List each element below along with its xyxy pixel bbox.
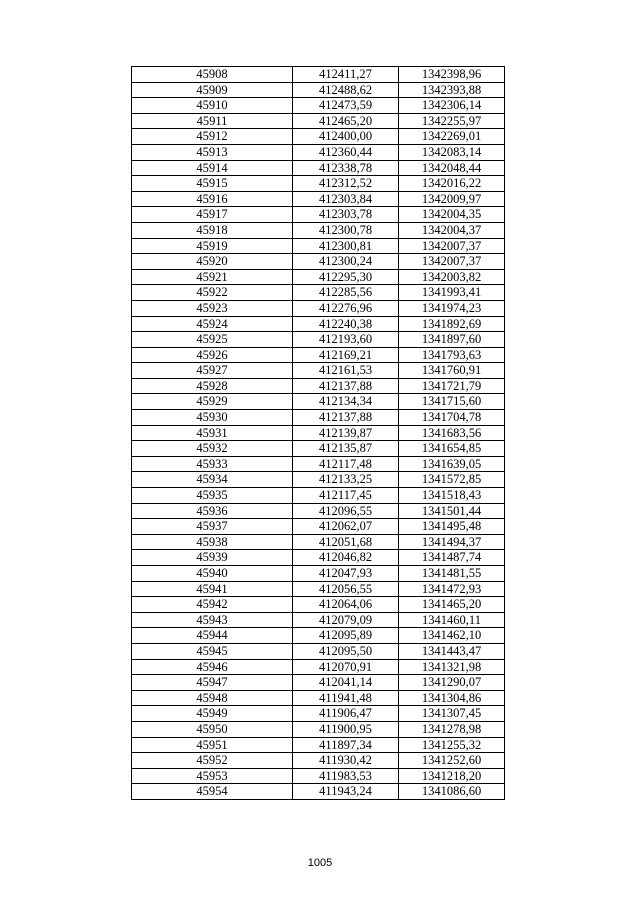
point-number-cell: 45909: [132, 82, 293, 98]
table-row: [132, 519, 505, 535]
x-coordinate-cell: 412135,87: [293, 441, 399, 457]
table-row: [132, 316, 505, 332]
y-coordinate-cell: 1342083,14: [399, 144, 505, 160]
table-row: [132, 534, 505, 550]
point-number-cell: 45947: [132, 675, 293, 691]
point-number-cell: 45910: [132, 98, 293, 114]
x-coordinate-cell: 412300,81: [293, 238, 399, 254]
x-coordinate-cell: 411930,42: [293, 753, 399, 769]
table-row: [132, 300, 505, 316]
y-coordinate-cell: 1341307,45: [399, 706, 505, 722]
point-number-cell: 45917: [132, 207, 293, 223]
y-coordinate-cell: 1341494,37: [399, 534, 505, 550]
table-row: [132, 98, 505, 114]
y-coordinate-cell: 1342009,97: [399, 191, 505, 207]
point-number-cell: 45940: [132, 566, 293, 582]
table-row: [132, 378, 505, 394]
point-number-cell: 45934: [132, 472, 293, 488]
table-row: [132, 269, 505, 285]
table-row: [132, 67, 505, 83]
point-number-cell: 45930: [132, 410, 293, 426]
point-number-cell: 45952: [132, 753, 293, 769]
point-number-cell: 45944: [132, 628, 293, 644]
point-number-cell: 45942: [132, 597, 293, 613]
coordinates-table-body: [132, 67, 505, 800]
y-coordinate-cell: 1341290,07: [399, 675, 505, 691]
table-row: [132, 628, 505, 644]
point-number-cell: 45936: [132, 503, 293, 519]
y-coordinate-cell: 1341892,69: [399, 316, 505, 332]
x-coordinate-cell: 412079,09: [293, 612, 399, 628]
x-coordinate-cell: 412134,34: [293, 394, 399, 410]
point-number-cell: 45931: [132, 425, 293, 441]
x-coordinate-cell: 412300,78: [293, 222, 399, 238]
y-coordinate-cell: 1342003,82: [399, 269, 505, 285]
y-coordinate-cell: 1341721,79: [399, 378, 505, 394]
table-row: [132, 488, 505, 504]
y-coordinate-cell: 1341993,41: [399, 285, 505, 301]
table-row: [132, 597, 505, 613]
y-coordinate-cell: 1341654,85: [399, 441, 505, 457]
point-number-cell: 45943: [132, 612, 293, 628]
y-coordinate-cell: 1341793,63: [399, 347, 505, 363]
table-row: [132, 768, 505, 784]
point-number-cell: 45926: [132, 347, 293, 363]
x-coordinate-cell: 411900,95: [293, 721, 399, 737]
point-number-cell: 45918: [132, 222, 293, 238]
x-coordinate-cell: 412046,82: [293, 550, 399, 566]
y-coordinate-cell: 1342004,37: [399, 222, 505, 238]
x-coordinate-cell: 412312,52: [293, 176, 399, 192]
point-number-cell: 45948: [132, 690, 293, 706]
x-coordinate-cell: 412193,60: [293, 332, 399, 348]
table-row: [132, 472, 505, 488]
point-number-cell: 45914: [132, 160, 293, 176]
table-row: [132, 550, 505, 566]
y-coordinate-cell: 1341278,98: [399, 721, 505, 737]
x-coordinate-cell: 412161,53: [293, 363, 399, 379]
table-row: [132, 144, 505, 160]
x-coordinate-cell: 411941,48: [293, 690, 399, 706]
x-coordinate-cell: 412295,30: [293, 269, 399, 285]
x-coordinate-cell: 412041,14: [293, 675, 399, 691]
x-coordinate-cell: 412465,20: [293, 113, 399, 129]
table-row: [132, 222, 505, 238]
table-row: [132, 207, 505, 223]
y-coordinate-cell: 1342048,44: [399, 160, 505, 176]
y-coordinate-cell: 1341086,60: [399, 784, 505, 800]
x-coordinate-cell: 412473,59: [293, 98, 399, 114]
x-coordinate-cell: 411897,34: [293, 737, 399, 753]
x-coordinate-cell: 412400,00: [293, 129, 399, 145]
point-number-cell: 45939: [132, 550, 293, 566]
y-coordinate-cell: 1341572,85: [399, 472, 505, 488]
point-number-cell: 45919: [132, 238, 293, 254]
table-row: [132, 425, 505, 441]
y-coordinate-cell: 1341715,60: [399, 394, 505, 410]
point-number-cell: 45954: [132, 784, 293, 800]
x-coordinate-cell: 412047,93: [293, 566, 399, 582]
point-number-cell: 45928: [132, 378, 293, 394]
point-number-cell: 45911: [132, 113, 293, 129]
point-number-cell: 45933: [132, 456, 293, 472]
point-number-cell: 45927: [132, 363, 293, 379]
table-row: [132, 566, 505, 582]
point-number-cell: 45953: [132, 768, 293, 784]
table-row: [132, 254, 505, 270]
table-row: [132, 82, 505, 98]
x-coordinate-cell: 412096,55: [293, 503, 399, 519]
point-number-cell: 45937: [132, 519, 293, 535]
y-coordinate-cell: 1342007,37: [399, 254, 505, 270]
table-row: [132, 238, 505, 254]
table-row: [132, 347, 505, 363]
table-row: [132, 332, 505, 348]
x-coordinate-cell: 412276,96: [293, 300, 399, 316]
x-coordinate-cell: 412139,87: [293, 425, 399, 441]
point-number-cell: 45920: [132, 254, 293, 270]
point-number-cell: 45949: [132, 706, 293, 722]
table-row: [132, 612, 505, 628]
y-coordinate-cell: 1341481,55: [399, 566, 505, 582]
x-coordinate-cell: 411906,47: [293, 706, 399, 722]
x-coordinate-cell: 412240,38: [293, 316, 399, 332]
x-coordinate-cell: 412137,88: [293, 378, 399, 394]
y-coordinate-cell: 1341255,32: [399, 737, 505, 753]
x-coordinate-cell: 412095,89: [293, 628, 399, 644]
y-coordinate-cell: 1341974,23: [399, 300, 505, 316]
y-coordinate-cell: 1341501,44: [399, 503, 505, 519]
table-row: [132, 721, 505, 737]
x-coordinate-cell: 412411,27: [293, 67, 399, 83]
y-coordinate-cell: 1341472,93: [399, 581, 505, 597]
x-coordinate-cell: 412137,88: [293, 410, 399, 426]
point-number-cell: 45932: [132, 441, 293, 457]
point-number-cell: 45916: [132, 191, 293, 207]
point-number-cell: 45950: [132, 721, 293, 737]
x-coordinate-cell: 412488,62: [293, 82, 399, 98]
table-row: [132, 456, 505, 472]
table-row: [132, 191, 505, 207]
x-coordinate-cell: 412303,78: [293, 207, 399, 223]
point-number-cell: 45913: [132, 144, 293, 160]
x-coordinate-cell: 412070,91: [293, 659, 399, 675]
table-row: [132, 737, 505, 753]
y-coordinate-cell: 1341487,74: [399, 550, 505, 566]
table-row: [132, 784, 505, 800]
point-number-cell: 45929: [132, 394, 293, 410]
x-coordinate-cell: 412117,45: [293, 488, 399, 504]
point-number-cell: 45941: [132, 581, 293, 597]
x-coordinate-cell: 412056,55: [293, 581, 399, 597]
table-row: [132, 285, 505, 301]
y-coordinate-cell: 1342306,14: [399, 98, 505, 114]
point-number-cell: 45945: [132, 643, 293, 659]
y-coordinate-cell: 1341639,05: [399, 456, 505, 472]
x-coordinate-cell: 412338,78: [293, 160, 399, 176]
table-row: [132, 706, 505, 722]
y-coordinate-cell: 1342269,01: [399, 129, 505, 145]
table-row: [132, 160, 505, 176]
y-coordinate-cell: 1341704,78: [399, 410, 505, 426]
point-number-cell: 45938: [132, 534, 293, 550]
y-coordinate-cell: 1341897,60: [399, 332, 505, 348]
table-row: [132, 690, 505, 706]
y-coordinate-cell: 1341304,86: [399, 690, 505, 706]
point-number-cell: 45951: [132, 737, 293, 753]
y-coordinate-cell: 1341495,48: [399, 519, 505, 535]
x-coordinate-cell: 412117,48: [293, 456, 399, 472]
y-coordinate-cell: 1342398,96: [399, 67, 505, 83]
coordinates-table: [131, 66, 505, 800]
table-row: [132, 176, 505, 192]
table-row: [132, 129, 505, 145]
point-number-cell: 45925: [132, 332, 293, 348]
point-number-cell: 45923: [132, 300, 293, 316]
x-coordinate-cell: 412064,06: [293, 597, 399, 613]
y-coordinate-cell: 1342255,97: [399, 113, 505, 129]
page-number: 1005: [307, 857, 333, 869]
point-number-cell: 45935: [132, 488, 293, 504]
table-row: [132, 659, 505, 675]
y-coordinate-cell: 1342393,88: [399, 82, 505, 98]
table-row: [132, 394, 505, 410]
y-coordinate-cell: 1342007,37: [399, 238, 505, 254]
table-row: [132, 643, 505, 659]
point-number-cell: 45908: [132, 67, 293, 83]
point-number-cell: 45924: [132, 316, 293, 332]
table-row: [132, 675, 505, 691]
table-row: [132, 363, 505, 379]
table-row: [132, 581, 505, 597]
table-row: [132, 503, 505, 519]
y-coordinate-cell: 1341465,20: [399, 597, 505, 613]
table-row: [132, 113, 505, 129]
x-coordinate-cell: 412051,68: [293, 534, 399, 550]
y-coordinate-cell: 1341460,11: [399, 612, 505, 628]
y-coordinate-cell: 1341443,47: [399, 643, 505, 659]
point-number-cell: 45946: [132, 659, 293, 675]
table-row: [132, 441, 505, 457]
y-coordinate-cell: 1342004,35: [399, 207, 505, 223]
y-coordinate-cell: 1341321,98: [399, 659, 505, 675]
point-number-cell: 45921: [132, 269, 293, 285]
x-coordinate-cell: 412095,50: [293, 643, 399, 659]
y-coordinate-cell: 1341252,60: [399, 753, 505, 769]
y-coordinate-cell: 1341760,91: [399, 363, 505, 379]
table-row: [132, 410, 505, 426]
point-number-cell: 45915: [132, 176, 293, 192]
x-coordinate-cell: 412133,25: [293, 472, 399, 488]
x-coordinate-cell: 411943,24: [293, 784, 399, 800]
x-coordinate-cell: 412285,56: [293, 285, 399, 301]
y-coordinate-cell: 1341518,43: [399, 488, 505, 504]
table-row: [132, 753, 505, 769]
x-coordinate-cell: 412360,44: [293, 144, 399, 160]
y-coordinate-cell: 1342016,22: [399, 176, 505, 192]
x-coordinate-cell: 412303,84: [293, 191, 399, 207]
y-coordinate-cell: 1341683,56: [399, 425, 505, 441]
y-coordinate-cell: 1341218,20: [399, 768, 505, 784]
y-coordinate-cell: 1341462,10: [399, 628, 505, 644]
point-number-cell: 45912: [132, 129, 293, 145]
x-coordinate-cell: 412300,24: [293, 254, 399, 270]
x-coordinate-cell: 412062,07: [293, 519, 399, 535]
point-number-cell: 45922: [132, 285, 293, 301]
x-coordinate-cell: 412169,21: [293, 347, 399, 363]
x-coordinate-cell: 411983,53: [293, 768, 399, 784]
